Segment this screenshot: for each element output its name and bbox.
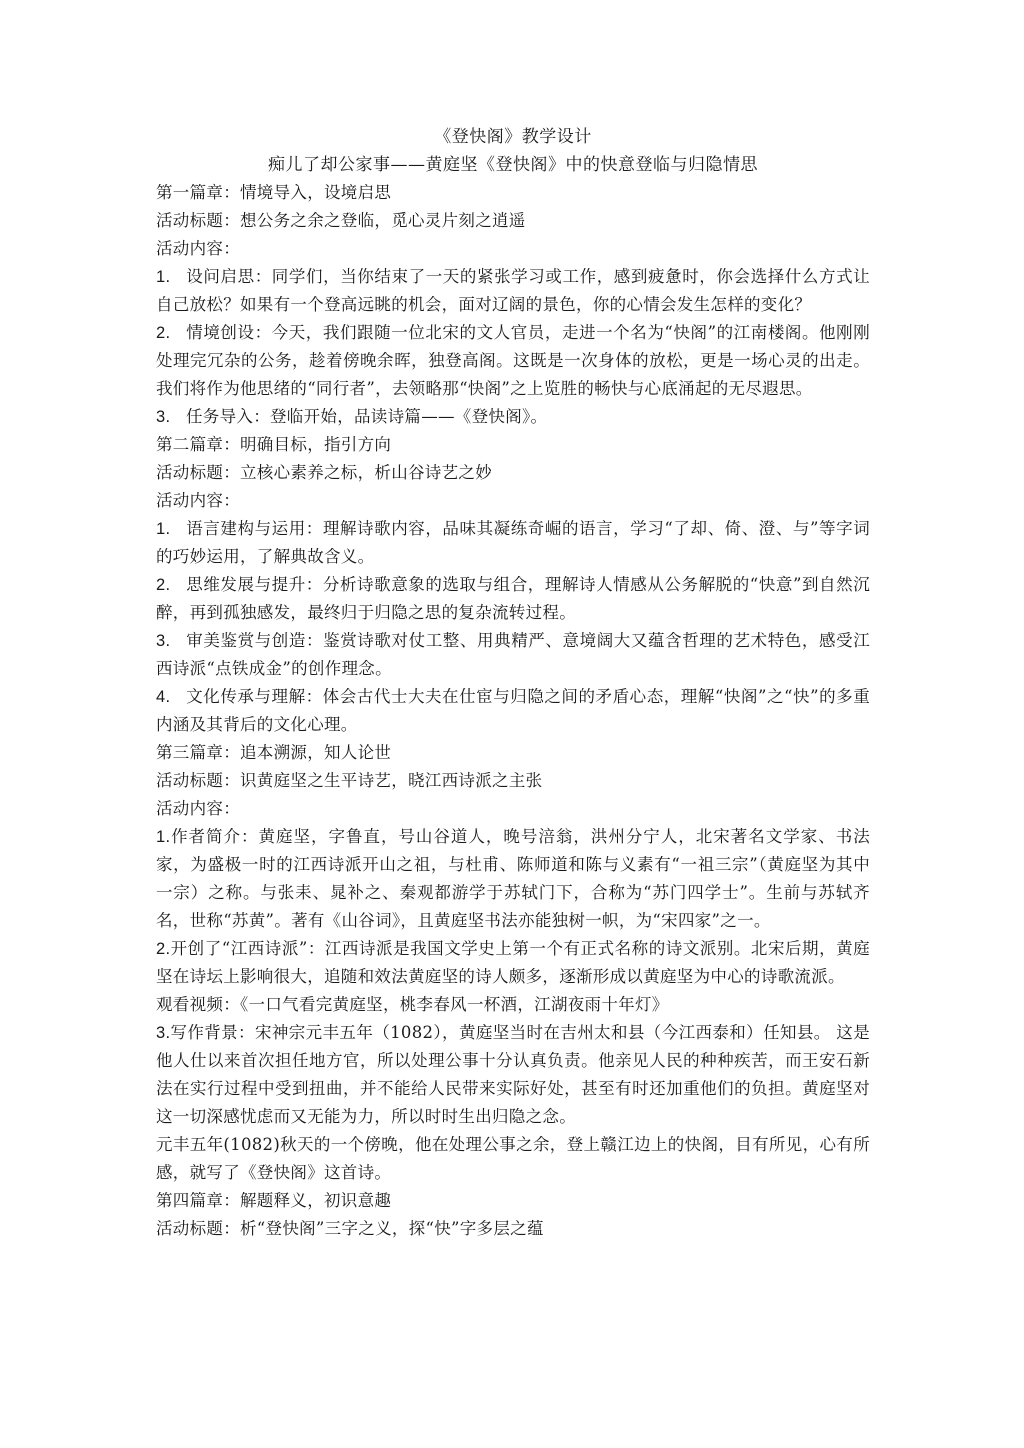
chapter-3-background: 3.写作背景：宋神宗元丰五年（1082），黄庭坚当时在吉州太和县（今江西泰和）任知县。 这是他人仕以来首次担任地方官，所以处理公事十分认真负责。他亲见人民的种种疾苦，而王安石新法在实行过程中受到扭曲，并不能给人民带来实际好处，甚至有时还加重他们的负担。黄庭坚对这一切深感忧虑而又无能为力，所以时时生出归隐之念。 <box>156 1023 870 1126</box>
chapter-4-activity-title: 活动标题：析“登快阁”三字之义，探“快”字多层之蕴 <box>156 1219 544 1238</box>
chapter-3-background-cont: 元丰五年(1082)秋天的一个傍晚，他在处理公事之余，登上赣江边上的快阁，目有所见，心有所感，就写了《登快阁》这首诗。 <box>156 1135 870 1182</box>
chapter-1-activity-title: 活动标题：想公务之余之登临，觅心灵片刻之逍遥 <box>156 211 526 230</box>
chapter-2-item-4: 4. 文化传承与理解：体会古代士大夫在仕宦与归隐之间的矛盾心态，理解“快阁”之“快”的多重内涵及其背后的文化心理。 <box>156 687 870 734</box>
chapter-2-item-1: 1. 语言建构与运用：理解诗歌内容，品味其凝练奇崛的语言，学习“了却、倚、澄、与”等字词的巧妙运用，了解典故含义。 <box>156 519 870 566</box>
chapter-3-video-line: 观看视频：《一口气看完黄庭坚，桃李春风一杯酒，江湖夜雨十年灯》 <box>156 995 669 1014</box>
chapter-3-heading: 第三篇章：追本溯源，知人论世 <box>156 743 392 762</box>
chapter-3-activity-title: 活动标题：识黄庭坚之生平诗艺，晓江西诗派之主张 <box>156 771 543 790</box>
document-title: 《登快阁》教学设计 <box>434 127 592 147</box>
chapter-2-heading: 第二篇章：明确目标，指引方向 <box>156 435 392 454</box>
chapter-1-heading: 第一篇章：情境导入，设境启思 <box>156 183 392 202</box>
chapter-1-item-3: 3. 任务导入：登临开始，品读诗篇——《登快阁》。 <box>156 407 548 426</box>
document-page <box>156 124 870 1243</box>
chapter-3-jiangxi-school: 2.开创了“江西诗派”：江西诗派是我国文学史上第一个有正式名称的诗文派别。北宋后期，黄庭坚在诗坛上影响很大，追随和效法黄庭坚的诗人颇多，逐渐形成以黄庭坚为中心的诗歌流派。 <box>156 939 870 986</box>
chapter-2-content-label: 活动内容： <box>156 491 240 510</box>
chapter-1-item-2: 2. 情境创设：今天，我们跟随一位北宋的文人官员，走进一个名为“快阁”的江南楼阁。他刚刚处理完冗杂的公务，趁着傍晚余晖，独登高阁。这既是一次身体的放松，更是一场心灵的出走。我们将作为他思绪的“同行者”，去领略那“快阁”之上览胜的畅快与心底涌起的无尽遐思。 <box>156 323 870 398</box>
chapter-2-item-2: 2. 思维发展与提升：分析诗歌意象的选取与组合，理解诗人情感从公务解脱的“快意”到自然沉醉，再到孤独感发，最终归于归隐之思的复杂流转过程。 <box>156 575 870 622</box>
chapter-1-content-label: 活动内容： <box>156 239 240 258</box>
chapter-3-content-label: 活动内容： <box>156 799 240 818</box>
document-subtitle: 痴儿了却公家事——黄庭坚《登快阁》中的快意登临与归隐情思 <box>268 155 758 175</box>
chapter-2-item-3: 3. 审美鉴赏与创造：鉴赏诗歌对仗工整、用典精严、意境阔大又蕴含哲理的艺术特色，感受江西诗派“点铁成金”的创作理念。 <box>156 631 870 678</box>
chapter-2-activity-title: 活动标题：立核心素养之标，析山谷诗艺之妙 <box>156 463 492 482</box>
chapter-1-item-1: 1. 设问启思：同学们，当你结束了一天的紧张学习或工作，感到疲惫时，你会选择什么方式让自己放松？如果有一个登高远眺的机会，面对辽阔的景色，你的心情会发生怎样的变化？ <box>156 267 870 314</box>
chapter-4-heading: 第四篇章：解题释义，初识意趣 <box>156 1191 392 1210</box>
chapter-3-author-intro: 1.作者简介：黄庭坚，字鲁直，号山谷道人，晚号涪翁，洪州分宁人，北宋著名文学家、书法家，为盛极一时的江西诗派开山之祖，与杜甫、陈师道和陈与义素有“一祖三宗”（黄庭坚为其中一宗）之称。与张耒、晁补之、秦观都游学于苏轼门下，合称为“苏门四学士”。生前与苏轼齐名，世称“苏黄”。著有《山谷词》，且黄庭坚书法亦能独树一帜，为“宋四家”之一。 <box>156 827 870 930</box>
